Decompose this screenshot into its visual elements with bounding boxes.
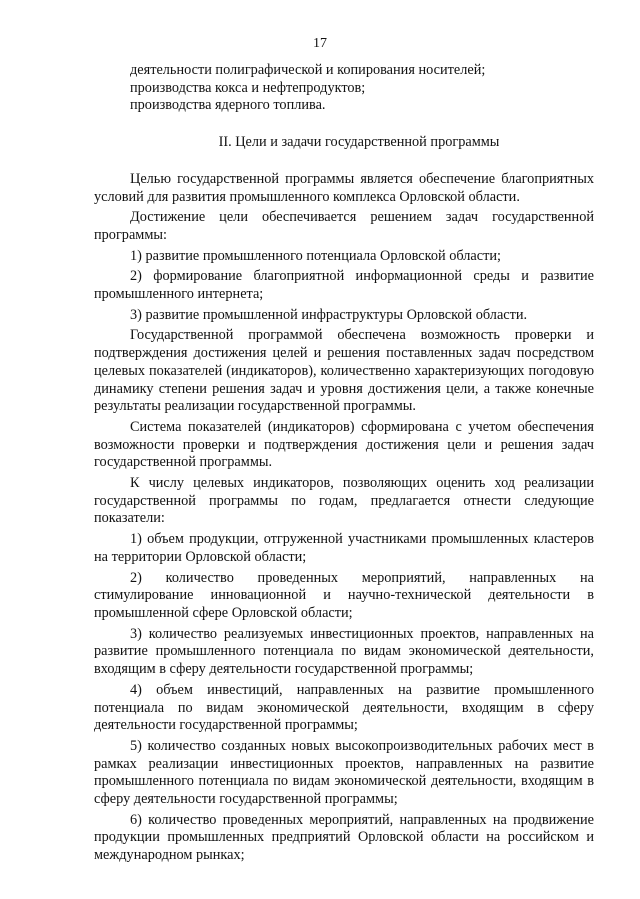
indicator-item-2: 2) количество проведенных мероприятий, направленных на стимулирование инновационной и научно-технической деятельности в промышленной сфере Орловской области; xyxy=(94,569,594,621)
paragraph-indicators: Государственной программой обеспечена возможность проверки и подтверждения достижения целей и решения поставленных задач посредством целевых показателей (индикаторов), количественно характеризующих погодовую динамику степени решения задач и уровня достижения цели, а также конечные результаты реализации государственной программы. xyxy=(94,327,594,415)
intro-line: производства кокса и нефтепродуктов; xyxy=(130,79,366,96)
paragraph-goal: Целью государственной программы является обеспечение благоприятных условий для развития промышленного комплекса Орловской области. xyxy=(94,170,594,205)
paragraph-tasks-intro: Достижение цели обеспечивается решением задач государственной программы: xyxy=(94,209,594,243)
task-item-3: 3) развитие промышленной инфраструктуры Орловской области. xyxy=(130,306,528,323)
intro-line: деятельности полиграфической и копирования носителей; xyxy=(130,62,486,78)
section-title: II. Цели и задачи государственной программы xyxy=(218,134,500,151)
page-number: 17 xyxy=(313,36,327,51)
task-item-1: 1) развитие промышленного потенциала Орловской области; xyxy=(130,247,501,264)
indicator-item-1: 1) объем продукции, отгруженной участниками промышленных кластеров на территории Орловской области; xyxy=(94,531,594,565)
task-item-2: 2) формирование благоприятной информационной среды и развитие промышленного интернета; xyxy=(94,268,594,303)
indicator-item-3: 3) количество реализуемых инвестиционных проектов, направленных на развитие промышленного потенциала по видам экономической деятельности, входящим в сферу деятельности государственной программы; xyxy=(94,625,594,678)
indicator-item-5: 5) количество созданных новых высокопроизводительных рабочих мест в рамках реализации инвестиционных проектов, направленных на развитие промышленного потенциала по видам экономической деятельности, входящим в сферу деятельности государственной программы; xyxy=(94,737,594,808)
paragraph-system: Система показателей (индикаторов) сформирована с учетом обеспечения возможности проверки и подтверждения достижения цели и решения задач государственной программы. xyxy=(94,418,594,471)
paragraph-indicator-list-intro: К числу целевых индикаторов, позволяющих оценить ход реализации государственной программы по годам, предлагается отнести следующие показатели: xyxy=(94,475,594,527)
intro-line: производства ядерного топлива. xyxy=(130,97,326,114)
indicator-item-4: 4) объем инвестиций, направленных на развитие промышленного потенциала по видам экономической деятельности, входящим в сферу деятельности государственной программы; xyxy=(94,681,594,734)
page-content xyxy=(94,62,594,865)
indicator-item-6: 6) количество проведенных мероприятий, направленных на продвижение продукции промышленных предприятий Орловской области на российском и международном рынках; xyxy=(94,811,594,864)
